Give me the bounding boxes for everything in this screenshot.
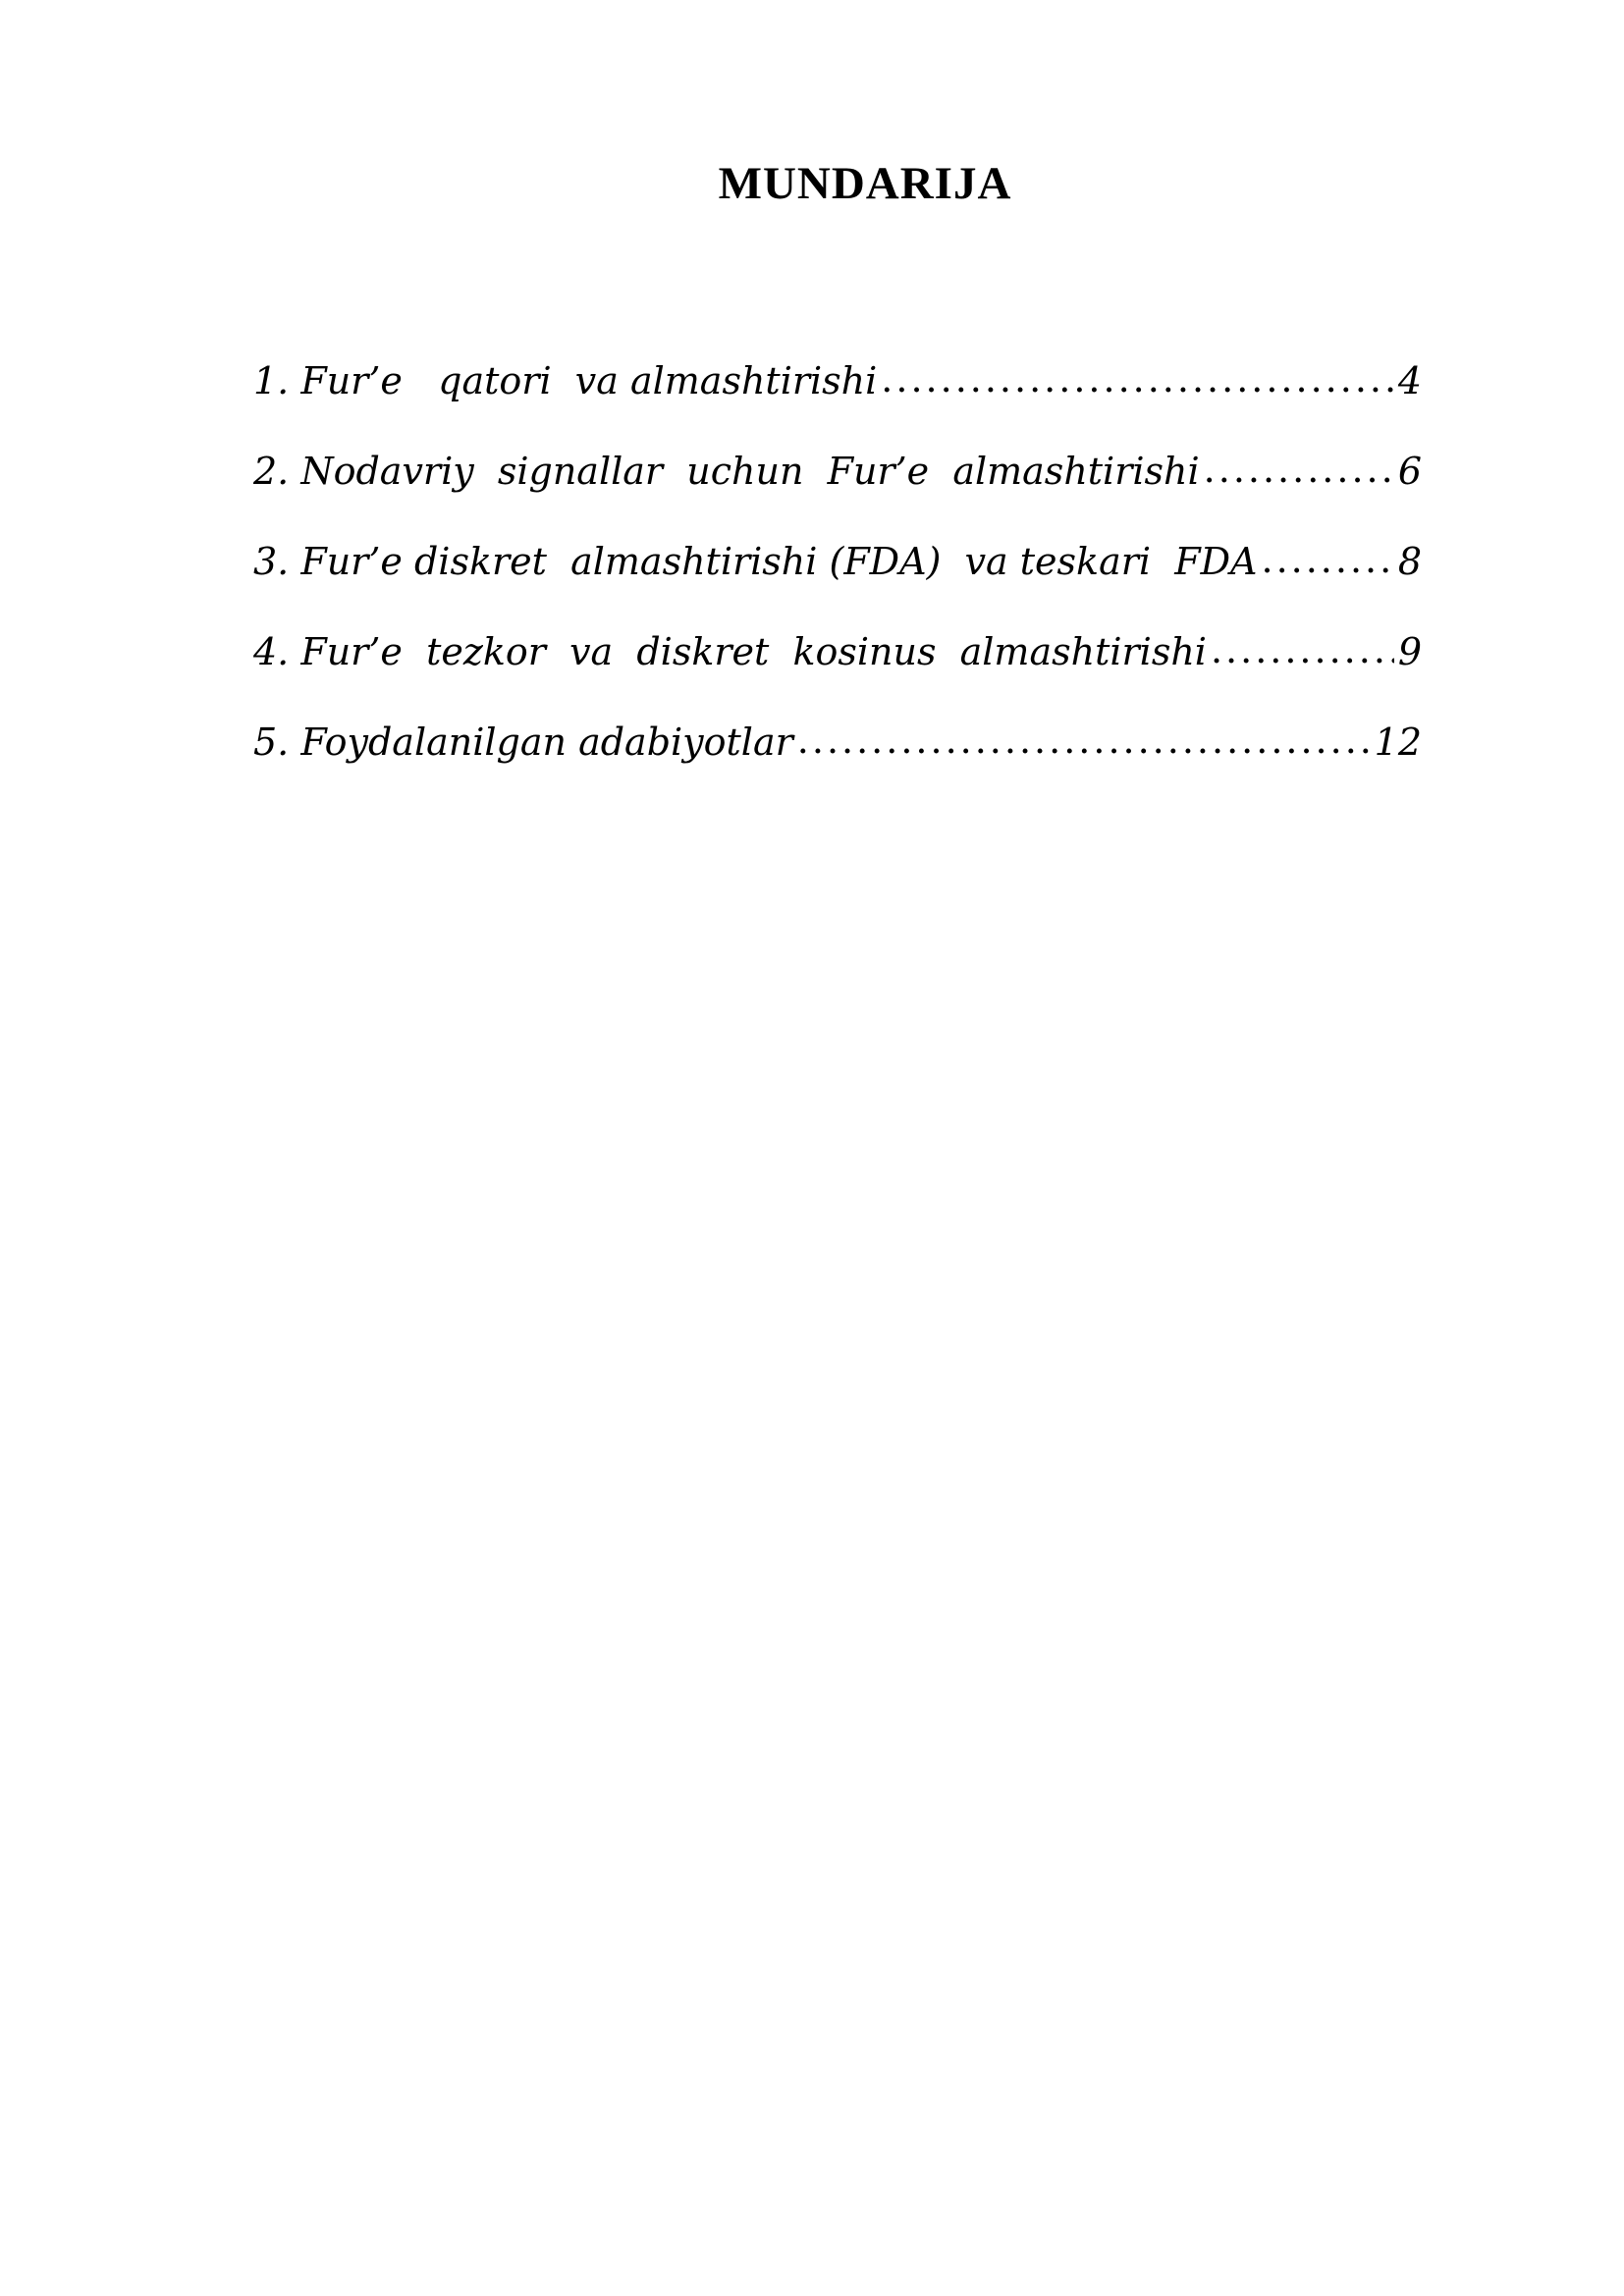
toc-entry[interactable]	[253, 721, 1422, 811]
toc-dot-leader	[881, 357, 1394, 400]
toc-entry-page: 12	[1374, 721, 1422, 764]
toc-entry-label: 5. Foydalanilgan adabiyotlar	[253, 721, 793, 764]
toc-entry-page: 4	[1397, 359, 1422, 402]
toc-entry[interactable]	[253, 540, 1422, 630]
toc-entry-label: 1. Fur’e qatori va almashtirishi	[253, 359, 878, 402]
toc-entry-label: 3. Fur’e diskret almashtirishi (FDA) va teskari FDA	[253, 540, 1258, 583]
toc-dot-leader	[1211, 628, 1394, 671]
toc-entry-label: 4. Fur’e tezkor va diskret kosinus almashtirishi	[253, 630, 1207, 673]
toc-entry-page: 9	[1397, 630, 1422, 673]
toc-entry[interactable]	[253, 359, 1422, 450]
page-title: MUNDARIJA	[718, 158, 1012, 209]
toc-dot-leader	[797, 719, 1371, 762]
toc-entry-page: 6	[1397, 450, 1422, 493]
toc-dot-leader	[1204, 448, 1394, 491]
table-of-contents	[253, 359, 1422, 811]
toc-entry[interactable]	[253, 450, 1422, 540]
toc-entry[interactable]	[253, 630, 1422, 721]
toc-entry-page: 8	[1397, 540, 1422, 583]
toc-dot-leader	[1261, 538, 1393, 581]
toc-entry-label: 2. Nodavriy signallar uchun Fur’e almashtirishi	[253, 450, 1200, 493]
